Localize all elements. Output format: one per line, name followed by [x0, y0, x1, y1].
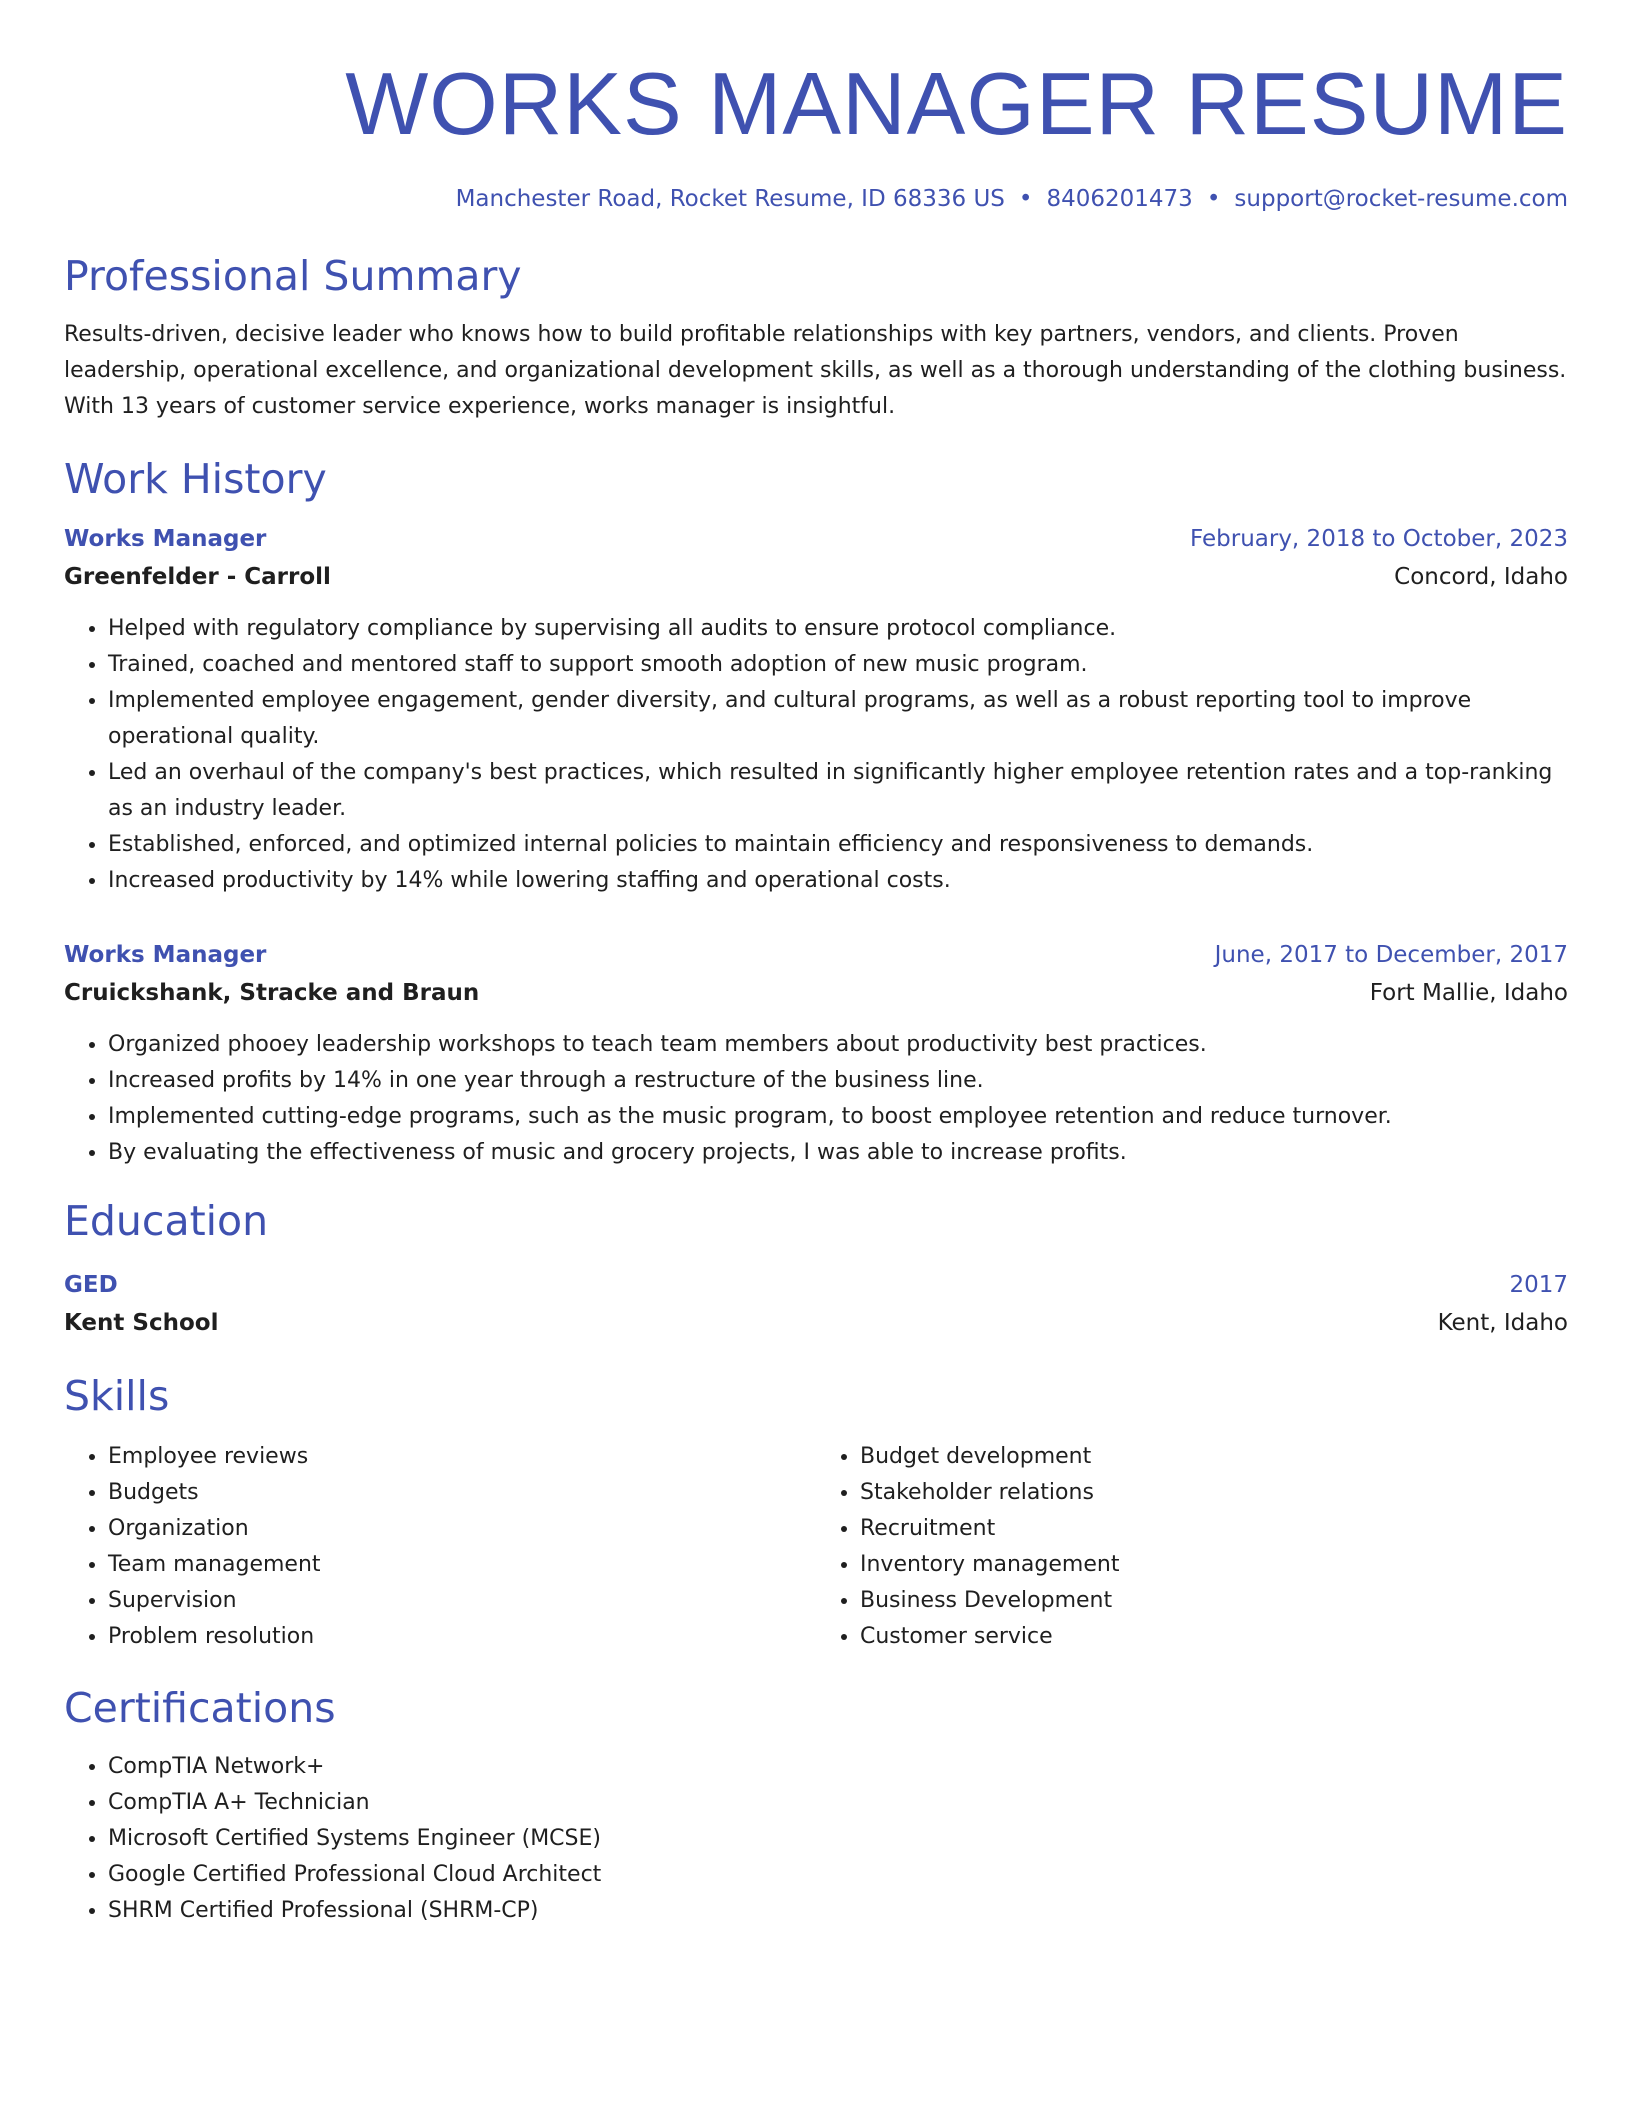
certification-item: • SHRM Certified Professional (SHRM-CP) [108, 1893, 1568, 1929]
skills-list-left [64, 1439, 816, 1655]
job-bullet: • Trained, coached and mentored staff to support smooth adoption of new music program. [108, 647, 1568, 683]
education-section [64, 1196, 1568, 1343]
job-bullets [64, 1027, 1568, 1171]
certifications-section [64, 1683, 1568, 1929]
skills-section [64, 1371, 1568, 1655]
skill-item: • Customer service [860, 1619, 1568, 1655]
summary-section [64, 251, 1568, 425]
resume-header [64, 0, 1568, 212]
contact-email: support@rocket-resume.com [1234, 186, 1568, 212]
resume-title: WORKS MANAGER RESUME [345, 54, 1568, 153]
skill-item: • Stakeholder relations [860, 1475, 1568, 1511]
skill-item: • Problem resolution [108, 1619, 816, 1655]
job-entry [64, 937, 1568, 1171]
contact-line [64, 186, 1568, 212]
skill-item: • Organization [108, 1511, 816, 1547]
skill-item: • Recruitment [860, 1511, 1568, 1547]
education-school: Kent School [64, 1310, 219, 1336]
education-year: 2017 [1509, 1272, 1568, 1298]
job-bullet: • Established, enforced, and optimized internal policies to maintain efficiency and responsiveness to demands. [108, 827, 1568, 863]
certifications-list [64, 1749, 1568, 1929]
summary-text: Results-driven, decisive leader who knows how to build profitable relationships with key partners, vendors, and clients. Proven leadership, operational excellence, and organizational development skills, as well as a thorough understanding of the clothing business. With 13 years of customer service experience, works manager is insightful. [64, 322, 1567, 419]
job-bullet: • Increased productivity by 14% while lowering staffing and operational costs. [108, 863, 1568, 899]
job-bullet: • Helped with regulatory compliance by supervising all audits to ensure protocol compliance. [108, 611, 1568, 647]
job-bullet: • By evaluating the effectiveness of music and grocery projects, I was able to increase profits. [108, 1135, 1568, 1171]
skills-list-right [816, 1439, 1568, 1655]
education-location: Kent, Idaho [1437, 1310, 1568, 1336]
education-heading: Education [64, 1197, 269, 1245]
skill-item: • Budgets [108, 1475, 816, 1511]
skills-heading: Skills [64, 1372, 170, 1420]
job-bullet: • Organized phooey leadership workshops to teach team members about productivity best practices. [108, 1027, 1568, 1063]
job-entry [64, 521, 1568, 899]
job-location: Fort Mallie, Idaho [1369, 980, 1568, 1006]
work-history-section [64, 454, 1568, 1171]
job-bullets [64, 611, 1568, 899]
job-bullet: • Led an overhaul of the company's best practices, which resulted in significantly higher employee retention rates and a top-ranking as an industry leader. [108, 755, 1568, 827]
contact-separator: • [1018, 186, 1033, 212]
certification-item: • Google Certified Professional Cloud Architect [108, 1857, 1568, 1893]
certification-item: • Microsoft Certified Systems Engineer (MCSE) [108, 1821, 1568, 1857]
certification-item: • CompTIA Network+ [108, 1749, 1568, 1785]
summary-heading: Professional Summary [64, 252, 522, 300]
certifications-heading: Certifications [64, 1684, 336, 1732]
skill-item: • Budget development [860, 1439, 1568, 1475]
skill-item: • Inventory management [860, 1547, 1568, 1583]
job-dates: June, 2017 to December, 2017 [1214, 942, 1568, 968]
work-history-heading: Work History [64, 455, 327, 503]
skill-item: • Employee reviews [108, 1439, 816, 1475]
job-company: Cruickshank, Stracke and Braun [64, 980, 480, 1006]
certification-item: • CompTIA A+ Technician [108, 1785, 1568, 1821]
job-location: Concord, Idaho [1394, 564, 1568, 590]
job-bullet: • Implemented employee engagement, gender diversity, and cultural programs, as well as a robust reporting tool to improve operational quality. [108, 683, 1568, 755]
education-degree: GED [64, 1272, 118, 1298]
skill-item: • Business Development [860, 1583, 1568, 1619]
job-bullet: • Implemented cutting-edge programs, such as the music program, to boost employee retention and reduce turnover. [108, 1099, 1568, 1135]
contact-address: Manchester Road, Rocket Resume, ID 68336 US [455, 186, 1005, 212]
job-dates: February, 2018 to October, 2023 [1190, 526, 1568, 552]
job-bullet: • Increased profits by 14% in one year through a restructure of the business line. [108, 1063, 1568, 1099]
job-role: Works Manager [64, 526, 267, 552]
job-company: Greenfelder - Carroll [64, 564, 331, 590]
skill-item: • Supervision [108, 1583, 816, 1619]
contact-separator: • [1206, 186, 1221, 212]
skill-item: • Team management [108, 1547, 816, 1583]
job-role: Works Manager [64, 942, 267, 968]
contact-phone: 8406201473 [1046, 186, 1193, 212]
